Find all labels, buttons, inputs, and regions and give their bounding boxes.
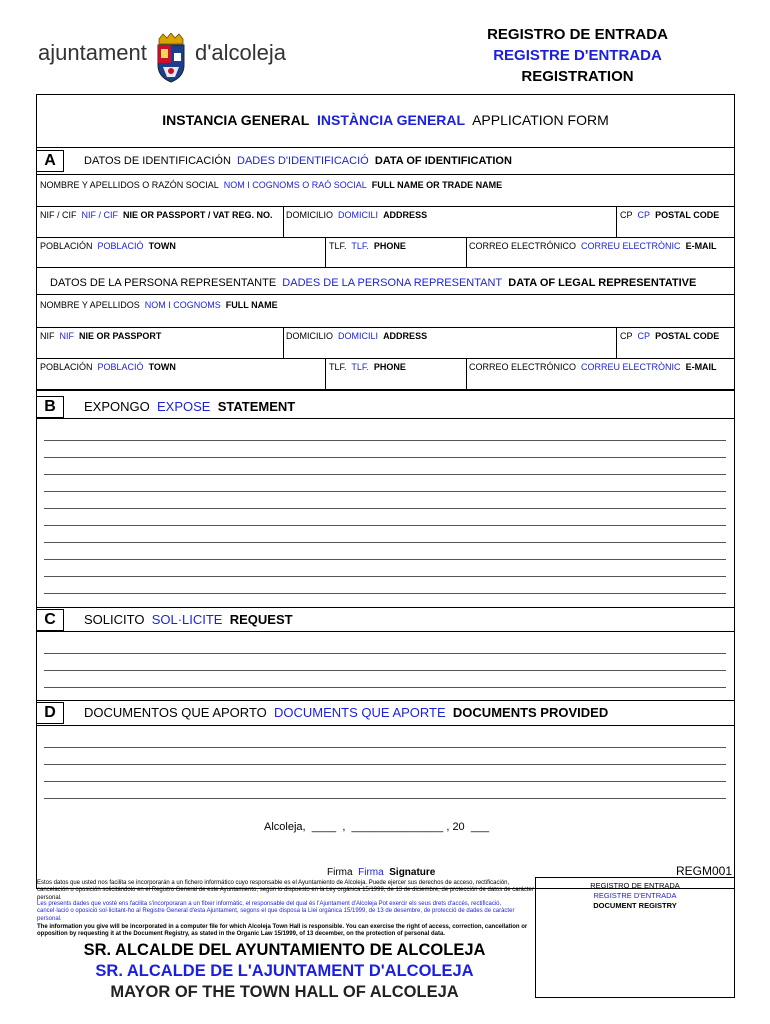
- form-code: REGM001: [675, 864, 732, 878]
- rep-full-name-field[interactable]: [40, 300, 278, 310]
- label-ca: DADES DE LA PERSONA REPRESENTANT: [282, 277, 503, 289]
- label-en: PHONE: [373, 362, 406, 372]
- full-name-field[interactable]: [40, 180, 502, 190]
- header-title-es: REGISTRO DE ENTRADA: [487, 26, 668, 43]
- form-title-en: APPLICATION FORM: [472, 112, 609, 128]
- representative-title: [50, 277, 696, 289]
- label-en: Signature: [389, 867, 436, 878]
- label-es: NOMBRE Y APELLIDOS O RAZÓN SOCIAL: [40, 180, 219, 190]
- divider: [36, 418, 735, 419]
- label-ca: CORREU ELECTRÒNIC: [581, 241, 681, 251]
- label-ca: NIF / CIF: [81, 210, 119, 220]
- label-en: REQUEST: [229, 612, 293, 627]
- label-en: TOWN: [148, 241, 176, 251]
- label-en: TOWN: [148, 362, 176, 372]
- label-ca: NOM I COGNOMS O RAÓ SOCIAL: [223, 180, 367, 190]
- write-line: [44, 542, 726, 543]
- label-en: POSTAL CODE: [655, 331, 720, 341]
- section-a-title: [84, 155, 512, 167]
- label-ca: EXPOSE: [156, 399, 211, 414]
- address-field[interactable]: [286, 210, 427, 220]
- divider: [36, 206, 735, 207]
- write-line: [44, 525, 726, 526]
- label-es: DOMICILIO: [286, 210, 334, 220]
- registry-es: REGISTRO DE ENTRADA: [590, 881, 680, 890]
- rep-phone-field[interactable]: [329, 362, 406, 372]
- label-ca: POBLACIÓ: [97, 241, 144, 251]
- label-es: DOCUMENTOS QUE APORTO: [84, 705, 267, 720]
- label-es: DATOS DE LA PERSONA REPRESENTANTE: [50, 277, 277, 289]
- label-en: FULL NAME OR TRADE NAME: [371, 180, 503, 190]
- footer-es: SR. ALCALDE DEL AYUNTAMIENTO DE ALCOLEJA: [83, 941, 486, 959]
- coat-of-arms-icon: [153, 33, 189, 83]
- divider: [466, 237, 467, 267]
- label-ca: DOCUMENTS QUE APORTE: [274, 705, 446, 720]
- divider: [325, 358, 326, 389]
- divider: [36, 725, 735, 726]
- town-field[interactable]: [40, 241, 176, 251]
- divider: [36, 294, 735, 295]
- registry-en: DOCUMENT REGISTRY: [593, 901, 677, 910]
- registry-ca: REGISTRE D'ENTRADA: [593, 891, 677, 900]
- section-d-title: [84, 705, 608, 720]
- label-en: FULL NAME: [225, 300, 278, 310]
- write-line: [44, 440, 726, 441]
- label-en: POSTAL CODE: [655, 210, 720, 220]
- label-ca: DOMICILI: [338, 210, 379, 220]
- label-es: CORREO ELECTRÓNICO: [469, 241, 577, 251]
- form-title-es: INSTANCIA GENERAL: [162, 112, 310, 128]
- divider: [283, 206, 284, 237]
- label-en: STATEMENT: [217, 399, 296, 414]
- write-line: [44, 559, 726, 560]
- write-line: [44, 576, 726, 577]
- section-b-title: [84, 399, 295, 414]
- date-comma: ,: [342, 821, 346, 833]
- label-ca: TLF.: [351, 241, 369, 251]
- label-es: NIF: [40, 331, 55, 341]
- rep-address-field[interactable]: [286, 331, 427, 341]
- divider: [36, 358, 735, 359]
- label-es: EXPONGO: [84, 399, 150, 414]
- write-line: [44, 670, 726, 671]
- label-es: SOLICITO: [84, 612, 145, 627]
- label-es: DOMICILIO: [286, 331, 334, 341]
- write-line: [44, 764, 726, 765]
- divider: [36, 607, 735, 608]
- rep-postal-code-field[interactable]: [620, 331, 719, 341]
- write-line: [44, 687, 726, 688]
- label-es: CP: [620, 210, 633, 220]
- write-line: [44, 491, 726, 492]
- month-blank[interactable]: _______________: [351, 821, 444, 833]
- label-ca: NIF: [59, 331, 75, 341]
- write-line: [44, 747, 726, 748]
- label-ca: CORREU ELECTRÒNIC: [581, 362, 681, 372]
- label-ca: POBLACIÓ: [97, 362, 144, 372]
- label-es: NOMBRE Y APELLIDOS: [40, 300, 140, 310]
- write-line: [44, 474, 726, 475]
- write-line: [44, 653, 726, 654]
- footer-ca: SR. ALCALDE DE L'AJUNTAMENT D'ALCOLEJA: [95, 962, 474, 980]
- label-en: E-MAIL: [685, 362, 717, 372]
- label-en: E-MAIL: [685, 241, 717, 251]
- date-line[interactable]: [264, 821, 489, 833]
- section-a-letter: A: [36, 150, 64, 172]
- label-en: ADDRESS: [383, 331, 428, 341]
- signature-label[interactable]: [327, 867, 435, 878]
- label-ca: CP: [637, 331, 651, 341]
- write-line: [44, 593, 726, 594]
- section-a-title-en: DATA OF IDENTIFICATION: [374, 155, 512, 167]
- legal-text-ca: Les presents dades que vosté ens facilita s'incorporaran a un fitxer informàtic, el responsable del qual és l'Ajuntament d'Alcoleja Pot exercir els seus drets d'accés, rectificació, cancel·lació o oposició sol·licitant-ho al Registre General d'esta Ajuntament, segons el que disposa la Llei orgànica 15/1999, de 13 de desembre, de protecció de dades de caràcter personal.: [37, 901, 515, 922]
- nif-field[interactable]: [40, 210, 273, 220]
- label-ca: DOMICILI: [338, 331, 379, 341]
- divider: [36, 389, 735, 391]
- date-place: Alcoleja,: [264, 821, 306, 833]
- write-line: [44, 781, 726, 782]
- rep-town-field[interactable]: [40, 362, 176, 372]
- divider: [616, 206, 617, 237]
- label-es: Firma: [327, 867, 353, 878]
- label-ca: TLF.: [351, 362, 369, 372]
- year-blank[interactable]: ___: [470, 821, 490, 833]
- section-d-letter: D: [36, 702, 64, 724]
- footer-en: MAYOR OF THE TOWN HALL OF ALCOLEJA: [110, 983, 459, 1001]
- divider: [466, 358, 467, 389]
- label-en: DOCUMENTS PROVIDED: [452, 705, 609, 720]
- label-es: POBLACIÓN: [40, 362, 93, 372]
- form-title: [36, 112, 735, 128]
- divider: [36, 237, 735, 238]
- label-es: TLF.: [329, 362, 347, 372]
- write-line: [44, 798, 726, 799]
- divider: [283, 327, 284, 358]
- label-en: DATA OF LEGAL REPRESENTATIVE: [508, 277, 697, 289]
- divider: [36, 700, 735, 701]
- divider: [36, 147, 735, 148]
- logo-text-left: ajuntament: [38, 40, 147, 65]
- form-title-ca: INSTÀNCIA GENERAL: [317, 112, 466, 128]
- legal-text-en: The information you give will be incorporated in a computer file for which Alcoleja Town Hall is responsible. You can exercise the right of access, correction, cancellation or opposition by requesting it at the Document Registry, as stated in the Organic Law 15/1999, of 13 december, on the protection of personal data.: [37, 924, 528, 938]
- header-title-en: REGISTRATION: [521, 68, 634, 85]
- section-c-letter: C: [36, 609, 64, 631]
- postal-code-field[interactable]: [620, 210, 719, 220]
- write-line: [44, 457, 726, 458]
- label-en: NIE OR PASSPORT / VAT REG. NO.: [123, 210, 273, 220]
- legal-text-es: Estos datos que usted nos facilita se incorporarán a un fichero informático cuyo responsable es el Ayuntamiento de Alcoleja. Puede ejercer sus derechos de acceso, rectificación, cancelación u oposición solicitándolo en el Registro General de este Ayuntamiento, según lo dispuesto en la Ley orgánica 15/1999, de 13 de diciembre, de protección de datos de carácter personal.: [37, 880, 534, 901]
- divider: [36, 327, 735, 328]
- label-es: NIF / CIF: [40, 210, 77, 220]
- divider: [36, 267, 735, 268]
- label-en: NIE OR PASSPORT: [79, 331, 162, 341]
- section-c-title: [84, 612, 293, 627]
- label-ca: SOL·LICITE: [151, 612, 223, 627]
- label-es: CORREO ELECTRÓNICO: [469, 362, 577, 372]
- divider: [325, 237, 326, 267]
- write-line: [44, 508, 726, 509]
- divider: [36, 631, 735, 632]
- header-title-ca: REGISTRE D'ENTRADA: [493, 47, 662, 64]
- label-ca: NOM I COGNOMS: [144, 300, 221, 310]
- logo-text-right: d'alcoleja: [195, 40, 287, 65]
- phone-field[interactable]: [329, 241, 406, 251]
- label-en: PHONE: [373, 241, 406, 251]
- rep-email-field[interactable]: [469, 362, 717, 372]
- date-year: , 20: [446, 821, 465, 833]
- label-ca: Firma: [358, 867, 384, 878]
- label-es: TLF.: [329, 241, 347, 251]
- day-blank[interactable]: ____: [311, 821, 337, 833]
- rep-nif-field[interactable]: [40, 331, 161, 341]
- divider: [36, 174, 735, 175]
- section-a-title-es: DATOS DE IDENTIFICACIÓN: [84, 155, 231, 167]
- label-en: ADDRESS: [383, 210, 428, 220]
- label-ca: CP: [637, 210, 651, 220]
- section-b-letter: B: [36, 396, 64, 418]
- label-es: CP: [620, 331, 633, 341]
- label-es: POBLACIÓN: [40, 241, 93, 251]
- section-a-title-ca: DADES D'IDENTIFICACIÓ: [237, 155, 369, 167]
- divider: [616, 327, 617, 358]
- email-field[interactable]: [469, 241, 717, 251]
